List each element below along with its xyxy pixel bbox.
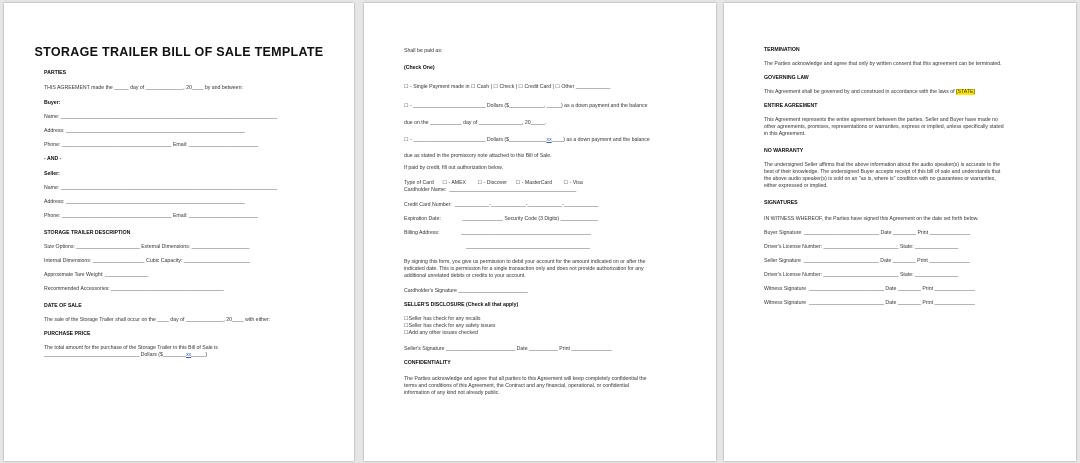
document-title: STORAGE TRAILER BILL OF SALE TEMPLATE <box>34 45 324 59</box>
cardholder-name-field: Cardholder Name: ____________________________________________ <box>404 187 577 193</box>
termination-heading: TERMINATION <box>764 47 800 53</box>
confidentiality-text-3: information of any kind not already public. <box>404 390 500 396</box>
purchase-price-heading: PURCHASE PRICE <box>44 331 91 337</box>
buyer-signature-field: Buyer Signature __________________________ Date ________ Print ______________ <box>764 230 970 236</box>
balance-due-line-1: due on the ___________ day of _______________, 20_____. <box>404 120 547 126</box>
state-placeholder: [STATE] <box>956 89 975 95</box>
accessories-field: Recommended Accessories: _______________________________________ <box>44 286 224 292</box>
seller-address-field: Address: ______________________________________________________________ <box>44 199 245 205</box>
signing-permission-3: additional unrelated debits or credits to your account. <box>404 273 526 279</box>
signing-permission-2: indicated date. This is permission for a single transaction only and does not provide authorization for any <box>404 266 644 272</box>
and-separator: - AND - <box>44 156 62 162</box>
billing-address-field: Billing Address: _____________________________________________ <box>404 230 591 236</box>
entire-agreement-text-3: in this Agreement. <box>764 131 806 137</box>
governing-law-heading: GOVERNING LAW <box>764 75 809 81</box>
witness-signature-field-1: Witness Signature __________________________ Date ________ Print ______________ <box>764 286 975 292</box>
description-heading: STORAGE TRAILER DESCRIPTION <box>44 230 131 236</box>
seller-heading: Seller: <box>44 171 60 177</box>
seller-disclosure-heading: SELLER'S DISCLOSURE (Check all that apply) <box>404 302 519 308</box>
expiration-date-field: Expiration Date: ______________ Security Code (3 Digits) _____________ <box>404 216 599 222</box>
witness-signature-field-2: Witness Signature __________________________ Date ________ Print ______________ <box>764 300 975 306</box>
card-type-options: Type of Card ☐ - AMEX ☐ - Discover ☐ - MasterCard ☐ - Visa <box>404 180 583 186</box>
no-warranty-text-2: best of their knowledge. The undersigned Buyer accepts receipt of this bill of sale and understands that <box>764 169 1001 175</box>
parties-heading: PARTIES <box>44 70 67 76</box>
seller-phone-field: Phone: ______________________________________ Email: ________________________ <box>44 213 259 219</box>
confidentiality-text-1: The Parties acknowledge and agree that all parties to this Agreement will keep completely confidential the <box>404 376 647 382</box>
tare-weight-field: Approximate Tare Weight: _______________ <box>44 272 149 278</box>
disclosure-safety-checkbox[interactable]: ☐Seller has check for any safety issues <box>404 323 496 329</box>
purchase-price-line: The total amount for the purchase of the Storage Trailer in this Bill of Sale is <box>44 345 218 351</box>
down-payment-option-1: ☐ - _________________________ Dollars ($____________, _____) as a down payment and the balance <box>404 103 648 109</box>
single-payment-option: ☐ - Single Payment made in ☐ Cash | ☐ Check | ☐ Credit Card | ☐ Other ____________ <box>404 84 611 90</box>
no-warranty-text-1: The undersigned Seller affirms that the above information about the audio speaker(s) is accurate to the <box>764 162 1001 168</box>
witness-intro: IN WITNESS WHEREOF, the Parties have signed this Agreement on the date set forth below. <box>764 216 979 222</box>
document-page-3 <box>724 3 1076 461</box>
seller-license-field: Driver's License Number: __________________________ State: _______________ <box>764 272 959 278</box>
entire-agreement-text-1: This Agreement represents the entire agreement between the parties. Seller and Buyer have made no <box>764 117 998 123</box>
buyer-license-field: Driver's License Number: __________________________ State: _______________ <box>764 244 959 250</box>
confidentiality-heading: CONFIDENTIALITY <box>404 360 451 366</box>
down-payment-option-2: ☐ - _________________________ Dollars ($_____________xx____) as a down payment and the balance <box>404 137 650 143</box>
signing-permission-1: By signing this form, you give us permission to debit your account for the amount indicated on or after the <box>404 259 646 265</box>
document-page-2 <box>364 3 716 461</box>
balance-due-line-2: due as stated in the promissory note attached to this Bill of Sale. <box>404 153 552 159</box>
paid-as-line: Shall be paid as: <box>404 48 443 54</box>
buyer-phone-field: Phone: ______________________________________ Email: ________________________ <box>44 142 259 148</box>
termination-text: The Parties acknowledge and agree that only by written consent that this agreement can be terminated. <box>764 61 1002 67</box>
credit-authorization-note: If paid by credit, fill out authorization below. <box>404 165 503 171</box>
governing-law-text: This Agreement shall be governed by and construed in accordance with the laws of [STATE] <box>764 89 975 95</box>
buyer-name-field: Name: ___________________________________________________________________________ <box>44 114 278 120</box>
disclosure-recalls-checkbox[interactable]: ☐Seller has check for any recalls <box>404 316 481 322</box>
no-warranty-heading: NO WARRANTY <box>764 148 804 154</box>
seller-signature-field: Seller Signature __________________________ Date ________ Print ______________ <box>764 258 970 264</box>
entire-agreement-text-2: other agreements, promises, representations or warranties, express or implied, unless specifically stated <box>764 124 1004 130</box>
date-of-sale-line: The sale of the Storage Trailer shall occur on the ____ day of _____________, 20____ with either: <box>44 317 271 323</box>
agreement-line: THIS AGREEMENT made the _____ day of _____________, 20____ by and between: <box>44 85 243 91</box>
size-options-field: Size Options: ______________________ External Dimensions: ____________________ <box>44 244 250 250</box>
card-number-field: Credit Card Number: ____________-____________-____________-____________ <box>404 202 599 208</box>
billing-address-line-2: ___________________________________________ <box>404 244 591 250</box>
seller-signature-field: Seller's Signature ________________________ Date __________ Print ______________ <box>404 346 612 352</box>
check-one-label: (Check One) <box>404 65 435 71</box>
disclosure-other-checkbox[interactable]: ☐Add any other issues checked <box>404 330 478 336</box>
cardholder-signature-field: Cardholder's Signature ________________________ <box>404 288 528 294</box>
no-warranty-text-3: the above audio speaker(s) is sold on an "as is, where is" condition with no guarantees or warranties, <box>764 176 996 182</box>
internal-dimensions-field: Internal Dimensions: __________________ Cubic Capacity: _______________________ <box>44 258 251 264</box>
document-page-1 <box>4 3 354 461</box>
date-of-sale-heading: DATE OF SALE <box>44 303 82 309</box>
confidentiality-text-2: terms and conditions of this Agreement, the Contract and any financial, operational, or confidential <box>404 383 629 389</box>
signatures-heading: SIGNATURES <box>764 200 798 206</box>
purchase-price-amount: _________________________________ Dollars ($________xx_____) <box>44 352 208 358</box>
entire-agreement-heading: ENTIRE AGREEMENT <box>764 103 818 109</box>
no-warranty-text-4: either expressed or implied. <box>764 183 828 189</box>
buyer-address-field: Address: ______________________________________________________________ <box>44 128 245 134</box>
seller-name-field: Name: ___________________________________________________________________________ <box>44 185 278 191</box>
buyer-heading: Buyer: <box>44 100 61 106</box>
